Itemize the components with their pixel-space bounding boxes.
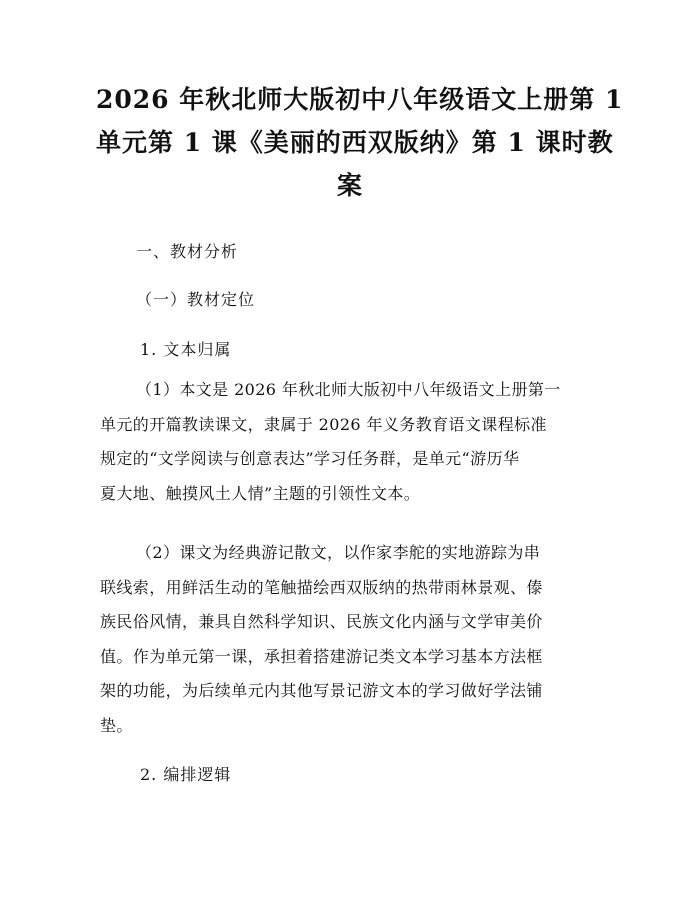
paragraph-2	[100, 536, 600, 743]
paragraph-line: 联线索，用鲜活生动的笔触描绘西双版纳的热带雨林景观、傣	[100, 577, 543, 597]
paragraph-1	[100, 373, 600, 511]
paragraph-line: 夏大地、触摸风土人情”主题的引领性文本。	[100, 483, 421, 503]
document-title	[96, 78, 624, 207]
paragraph-line: 单元的开篇教读课文，隶属于 2026 年义务教育语文课程标准	[100, 414, 547, 434]
title-line: 2026 年秋北师大版初中八年级语文上册第 1	[96, 85, 624, 114]
paragraph-line: 架的功能，为后续单元内其他写景记游文本的学习做好学法铺	[100, 681, 543, 700]
title-line: 案	[336, 171, 363, 200]
section-heading-teaching-material-analysis: 一、教材分析	[136, 242, 239, 261]
paragraph-line: 垫。	[100, 715, 133, 735]
title-line: 单元第 1 课《美丽的西双版纳》第 1 课时教	[96, 128, 614, 157]
paragraph-line: （1）本文是 2026 年秋北师大版初中八年级语文上册第一	[136, 380, 561, 399]
item-heading-text-attribution: 1. 文本归属	[140, 340, 232, 359]
subsection-heading-material-positioning: （一）教材定位	[136, 290, 256, 309]
item-heading-arrangement-logic: 2. 编排逻辑	[140, 765, 232, 784]
paragraph-line: 值。作为单元第一课，承担着搭建游记类文本学习基本方法框	[100, 646, 543, 666]
paragraph-line: （2）课文为经典游记散文，以作家李舵的实地游踪为串	[136, 543, 541, 562]
paragraph-line: 规定的“文学阅读与创意表达”学习任务群，是单元“游历华	[100, 449, 520, 468]
paragraph-line: 族民俗风情，兼具自然科学知识、民族文化内涵与文学审美价	[100, 612, 543, 631]
